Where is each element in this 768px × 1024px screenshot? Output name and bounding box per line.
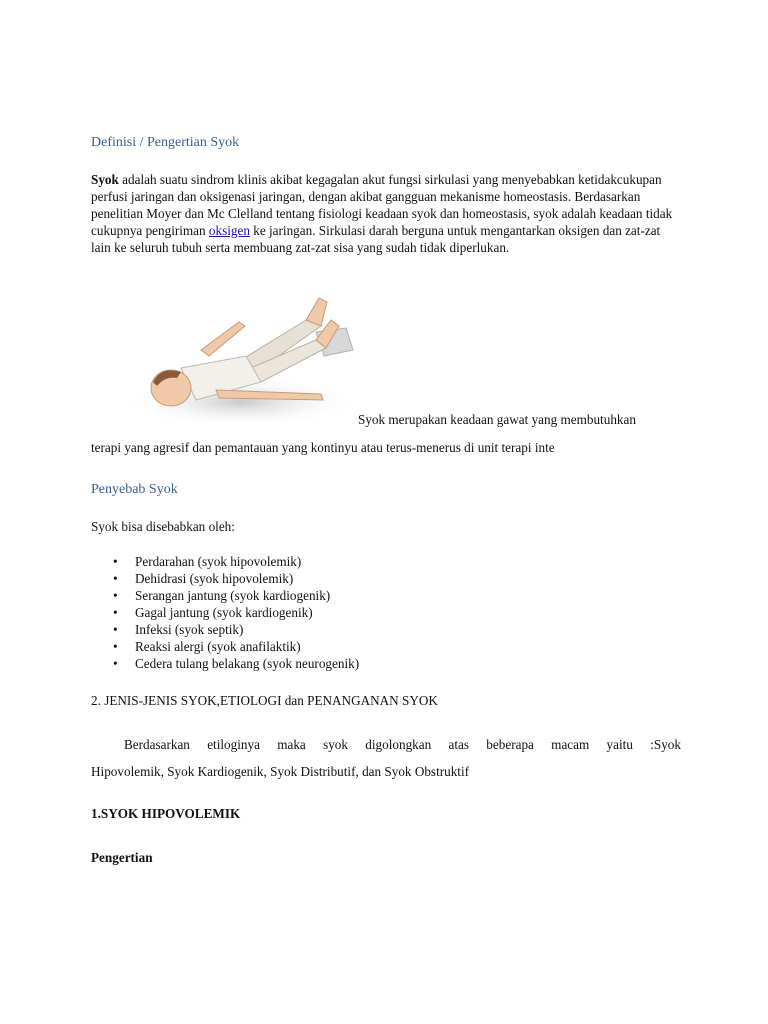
list-item: • Serangan jantung (syok kardiogenik) <box>91 587 359 604</box>
types-paragraph-line1: Berdasarkan etiloginya maka syok digolongkan atas beberapa macam yaitu :Syok <box>124 737 681 752</box>
figure-caption-line1: Syok merupakan keadaan gawat yang membutuhkan <box>358 412 636 427</box>
list-item: • Gagal jantung (syok kardiogenik) <box>91 604 359 621</box>
list-item: • Dehidrasi (syok hipovolemik) <box>91 570 359 587</box>
causes-list <box>91 553 359 672</box>
types-paragraph-line2: Hipovolemik, Syok Kardiogenik, Syok Distributif, dan Syok Obstruktif <box>91 764 470 779</box>
list-item: • Reaksi alergi (syok anafilaktik) <box>91 638 359 655</box>
figure-caption-line2: terapi yang agresif dan pemantauan yang kontinyu atau terus-menerus di unit terapi inte <box>91 440 555 455</box>
oksigen-link[interactable]: oksigen <box>208 223 250 238</box>
hypovolemic-heading: 1.SYOK HIPOVOLEMIK <box>91 806 241 821</box>
definition-heading: Definisi / Pengertian Syok <box>91 135 240 150</box>
definition-paragraph <box>91 171 681 256</box>
list-item: • Perdarahan (syok hipovolemik) <box>91 553 359 570</box>
causes-heading: Penyebab Syok <box>91 482 178 497</box>
term-syok: Syok <box>91 172 119 187</box>
definition-text-2: ke jaringan. Sirkulasi darah berguna untuk mengantarkan oksigen dan zat-zat lain ke seluruh tubuh serta membuang zat-zat sisa yang sudah tidak diperlukan. <box>91 223 661 255</box>
list-item: • Infeksi (syok septik) <box>91 621 359 638</box>
shock-position-illustration <box>121 290 361 430</box>
definition-text-1: adalah suatu sindrom klinis akibat kegagalan akut fungsi sirkulasi yang menyebabkan ketidakcukupan perfusi jaringan dan oksigenasi jaringan, dengan akibat gangguan mekanisme homeostasis. Berdasarkan penelitian Moyer dan Mc Clelland tentang fisiologi keadaan syok dan homeostasis, syok adalah keadaan tidak cukupnya pengiriman <box>91 172 673 238</box>
causes-intro: Syok bisa disebabkan oleh: <box>91 519 235 534</box>
list-item: • Cedera tulang belakang (syok neurogenik) <box>91 655 359 672</box>
types-heading: 2. JENIS-JENIS SYOK,ETIOLOGI dan PENANGANAN SYOK <box>91 693 438 708</box>
definition-subheading: Pengertian <box>91 850 153 865</box>
